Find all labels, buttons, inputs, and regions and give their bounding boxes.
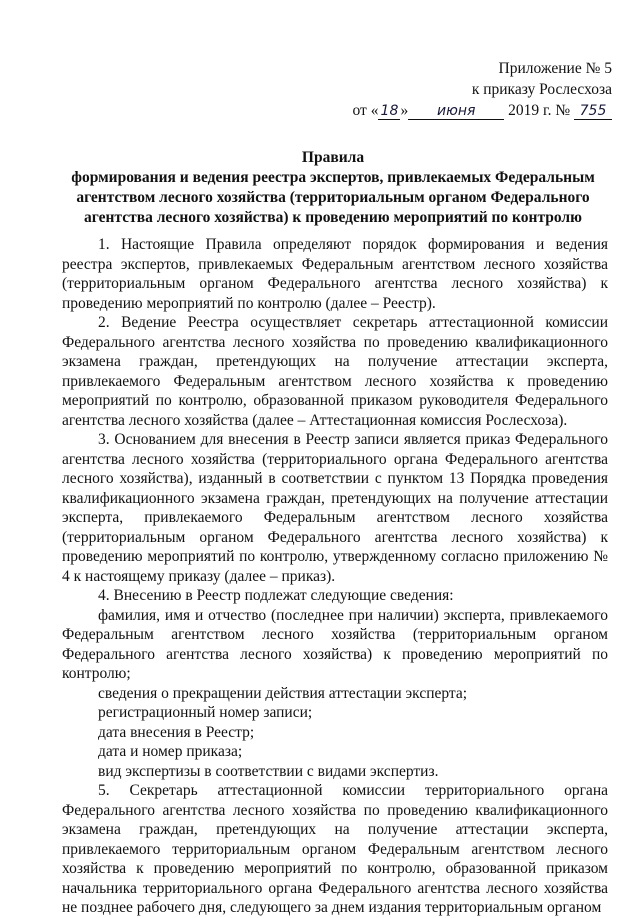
list-item: регистрационный номер записи; — [98, 704, 313, 721]
list-item: сведения о прекращении действия аттестации эксперта; — [98, 684, 468, 702]
list-item: вид экспертизы в соответствии с видами экспертиз. — [98, 762, 439, 780]
document-title — [60, 148, 606, 228]
handwritten-order-number: 755 — [574, 103, 612, 120]
date-prefix: от « — [352, 102, 379, 119]
list-item: дата и номер приказа; — [98, 743, 243, 760]
list-item: фамилия, имя и отчество (последнее при наличии) эксперта, привлекаемого Федеральным агентством лесного хозяйства (территориальным органом Федерального агентства лесного хозяйства) к проведению мероприятий по контролю; — [62, 606, 608, 682]
year-suffix: 2019 г. № — [508, 102, 571, 119]
order-reference: к приказу Рослесхоза — [471, 81, 612, 98]
document-body — [62, 235, 608, 918]
handwritten-month: июня — [408, 103, 504, 120]
title-heading: Правила — [301, 149, 365, 166]
order-date-line — [353, 100, 612, 121]
paragraph-3: 3. Основанием для внесения в Реестр записи является приказ Федерального агентства лесного хозяйства (территориального органа Федерального агентства лесного хозяйства), изданный в соответствии с пунктом 13 Порядка проведения квалификационного экзамена граждан, претендующих на получение аттестации эксперта, привлекаемого Федеральным агентством лесного хозяйства (территориальным органом Федерального агентства лесного хозяйства) к проведению мероприятий по контролю, утвержденному согласно приложению № 4 к настоящему приказу (далее – приказ). — [62, 431, 608, 585]
date-mid: » — [400, 102, 409, 119]
list-item: дата внесения в Реестр; — [98, 723, 255, 741]
handwritten-day: 18 — [378, 103, 400, 120]
title-subtitle: формирования и ведения реестра экспертов, привлекаемых Федеральным агентством лесного хозяйства (территориальным органом Федерального агентства лесного хозяйства) к проведению мероприятий по контролю — [71, 169, 595, 226]
paragraph-4: 4. Внесению в Реестр подлежат следующие сведения: — [98, 587, 454, 604]
paragraph-1: 1. Настоящие Правила определяют порядок формирования и ведения реестра экспертов, привлекаемых Федеральным агентством лесного хозяйства (территориальным органом Федерального агентства лесного хозяйства) к проведению мероприятий по контролю (далее – Реестр). — [62, 236, 608, 312]
paragraph-5: 5. Секретарь аттестационной комиссии территориального органа Федерального агентства лесного хозяйства по проведению квалификационного экзамена граждан, претендующих на получение аттестации эксперта, привлекаемого территориальным органом Федеральным агентством лесного хозяйства к проведению мероприятий по контролю, образованной приказом начальника территориального органа Федерального агентства лесного хозяйства не позднее рабочего дня, следующего за днем издания территориальным органом — [62, 782, 608, 916]
appendix-label: Приложение № 5 — [498, 60, 612, 77]
appendix-header — [353, 58, 612, 121]
paragraph-2: 2. Ведение Реестра осуществляет секретарь аттестационной комиссии Федерального агентства лесного хозяйства по проведению квалификационного экзамена граждан, претендующих на получение аттестации эксперта, привлекаемого Федеральным агентством лесного хозяйства к проведению мероприятий по контролю, образованной приказом руководителя Федерального агентства лесного хозяйства (далее – Аттестационная комиссия Рослесхоза). — [62, 314, 608, 429]
